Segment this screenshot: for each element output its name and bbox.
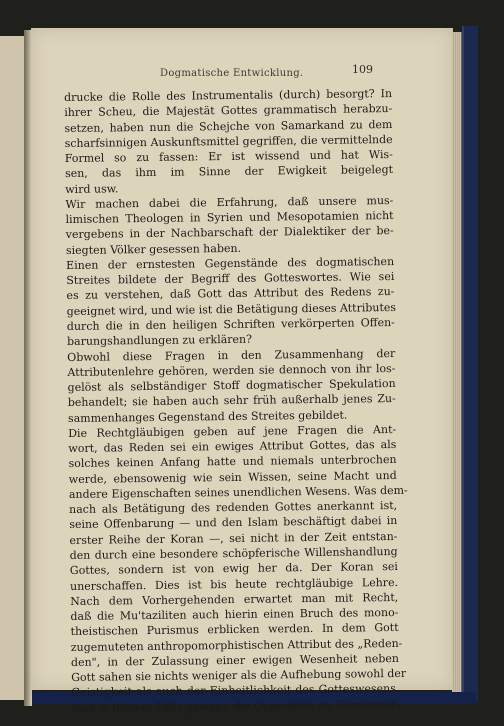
text-line: solches keinen Anfang hatte und niemals unterbrochen — [68, 453, 397, 471]
page-stack-edge — [452, 32, 462, 692]
text-line: Und in diesem Falle gewann die Opposition an Gemeinver- — [71, 697, 400, 715]
text-line: scharfsinnigen Auskunftsmittel gegriffen, die vermittelnde — [64, 132, 393, 150]
text-line: durch die in den heiligen Schriften verkörperten Offen- — [66, 315, 395, 333]
text-line: Gott sahen sie nichts weniger als die Aufhebung sowohl der — [71, 666, 407, 685]
text-line: Streites bildete der Begriff des Gotteswortes. Wie sei — [66, 270, 395, 288]
text-line: Obwohl diese Fragen in den Zusammenhang der — [67, 346, 396, 364]
text-line: es zu verstehen, daß Gott das Attribut des Redens zu- — [66, 285, 395, 303]
page-number: 109 — [352, 63, 373, 76]
text-line: gelöst als selbständiger Stoff dogmatischer Spekulation — [67, 377, 396, 395]
text-line: wird usw. — [65, 181, 119, 196]
text-line: werde, ebensowenig wie sein Wissen, seine Macht und — [68, 468, 397, 486]
text-line: barungshandlungen zu erklären? — [66, 332, 253, 349]
text-line: geeignet wird, und wie ist die Betätigung dieses Attributes — [66, 300, 397, 318]
text-line: vergebens in der Nachbarschaft der Dialektiker der be- — [65, 224, 394, 242]
text-line: theistischen Purismus erblicken werden. In dem Gott — [70, 621, 399, 639]
text-line: wort, das Reden sei ein ewiges Attribut Gottes, das als — [68, 438, 397, 456]
text-line: Nach dem Vorhergehenden erwartet man mit Recht, — [70, 590, 399, 608]
text-line: andere Eigenschaften seines unendlichen Wesens. Was dem- — [68, 483, 408, 501]
text-line: zugemuteten anthropomorphistischen Attribut des „Reden- — [70, 636, 403, 654]
text-line: unerschaffen. Dies ist bis heute rechtgläubige Lehre. — [69, 575, 399, 593]
book-cover-edge — [462, 26, 478, 702]
text-line: ihrer Scheu, die Majestät Gottes grammatisch herabzu- — [64, 102, 393, 120]
body-text — [64, 86, 408, 716]
text-line: drucke die Rolle des Instrumentalis (durch) besorgt? In — [64, 86, 393, 104]
text-line: Formel so zu fassen: Er ist wissend und hat Wis- — [64, 148, 393, 166]
text-line: seine Offenbarung — und den Islam beschäftigt dabei in — [69, 514, 398, 532]
text-line: Einen der ernstesten Gegenstände des dogmatischen — [66, 254, 395, 272]
text-line: Geistigkeit als auch der Einheitlichkeit des Gotteswesens. — [71, 682, 400, 700]
text-line: erster Reihe der Koran —, sei nicht in der Zeit entstan- — [69, 529, 398, 547]
text-line: limischen Theologen in Syrien und Mesopotamien nicht — [65, 209, 394, 227]
text-line: behandelt; sie haben auch sehr früh außerhalb jenes Zu- — [67, 392, 396, 410]
text-line: setzen, haben nun die Schejche von Samarkand zu dem — [64, 117, 393, 135]
text-line: daß die Mu'taziliten auch hierin einen Bruch des mono- — [70, 605, 399, 623]
text-line: Die Rechtgläubigen geben auf jene Fragen die Ant- — [68, 422, 397, 440]
running-title: Dogmatische Entwicklung. — [160, 68, 304, 79]
text-line: nach als Betätigung des redenden Gottes anerkannt ist, — [69, 499, 398, 517]
text-line: den durch eine besondere schöpferische Willenshandlung — [69, 544, 398, 562]
text-line: sammenhanges Gegenstand des Streites gebildet. — [67, 408, 348, 425]
facing-page-edge — [0, 36, 25, 700]
text-line: sen, das ihm im Sinne der Ewigkeit beigelegt — [64, 163, 394, 181]
text-line: Attributenlehre gehören, werden sie dennoch von ihr los- — [67, 361, 396, 379]
text-line: Gottes, sondern ist von ewig her da. Der Koran sei — [69, 560, 398, 578]
text-line: den", in der Zulassung einer ewigen Wesenheit neben — [70, 651, 400, 669]
text-line: Wir machen dabei die Erfahrung, daß unsere mus- — [65, 193, 394, 211]
text-line: siegten Völker gesessen haben. — [65, 241, 242, 257]
